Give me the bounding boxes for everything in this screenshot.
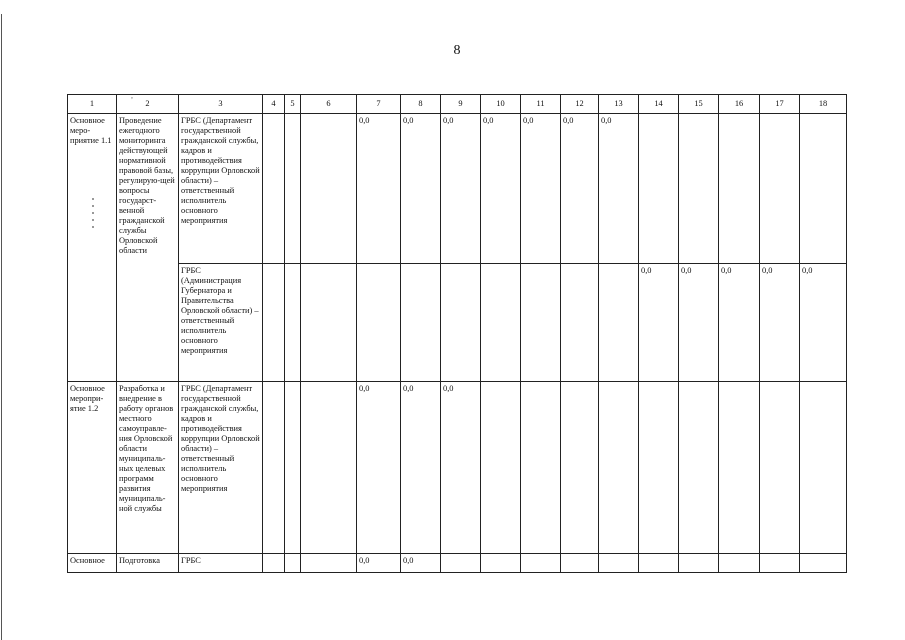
value-cell (263, 114, 285, 264)
value-cell (521, 554, 561, 573)
value-cell (285, 382, 301, 554)
value-cell: 0,0 (357, 382, 401, 554)
value-cell: 0,0 (441, 114, 481, 264)
value-cell (481, 554, 521, 573)
value-cell (521, 264, 561, 382)
value-cell: 0,0 (401, 554, 441, 573)
value-cell: 0,0 (441, 382, 481, 554)
value-cell (301, 114, 357, 264)
value-cell (760, 382, 800, 554)
value-cell (639, 554, 679, 573)
value-cell (481, 382, 521, 554)
value-cell: 0,0 (719, 264, 760, 382)
value-cell (599, 554, 639, 573)
value-cell (561, 264, 599, 382)
value-cell (441, 264, 481, 382)
value-cell (285, 554, 301, 573)
column-header: 10 (481, 95, 521, 114)
value-cell (285, 264, 301, 382)
value-cell: 0,0 (401, 114, 441, 264)
column-header: 8 (401, 95, 441, 114)
value-cell: 0,0 (760, 264, 800, 382)
column-header: 3 (179, 95, 263, 114)
value-cell: 0,0 (521, 114, 561, 264)
value-cell (263, 554, 285, 573)
executor-cell: ГРБС (Департамент государственной гражданской службы, кадров и противодействия коррупции Орловской области) – ответственный исполнитель основного мероприятия (179, 382, 263, 554)
activity-code-cell: Основное меро-приятие 1.1 (68, 114, 117, 382)
column-header: 11 (521, 95, 561, 114)
value-cell (760, 554, 800, 573)
value-cell: 0,0 (357, 554, 401, 573)
column-header: 9 (441, 95, 481, 114)
column-header: 1 (68, 95, 117, 114)
value-cell (639, 382, 679, 554)
value-cell (301, 554, 357, 573)
value-cell (481, 264, 521, 382)
value-cell (263, 382, 285, 554)
value-cell (561, 382, 599, 554)
value-cell (639, 114, 679, 264)
value-cell (561, 554, 599, 573)
value-cell: 0,0 (800, 264, 847, 382)
activity-description-cell: Проведение ежегодного мониторинга действующей нормативной правовой базы, регулирую-щей вопросы государст-венной гражданской службы Орловской области (117, 114, 179, 382)
column-header: 16 (719, 95, 760, 114)
column-header: 13 (599, 95, 639, 114)
value-cell (800, 382, 847, 554)
value-cell: 0,0 (357, 114, 401, 264)
executor-cell: ГРБС (Администрация Губернатора и Правительства Орловской области) – ответственный исполнитель основного мероприятия (179, 264, 263, 382)
value-cell (719, 114, 760, 264)
value-cell: 0,0 (679, 264, 719, 382)
value-cell (719, 554, 760, 573)
column-header: 14 (639, 95, 679, 114)
value-cell: 0,0 (481, 114, 521, 264)
value-cell (760, 114, 800, 264)
column-header: 2 (117, 95, 179, 114)
table-row (68, 382, 847, 554)
value-cell (719, 382, 760, 554)
value-cell: 0,0 (561, 114, 599, 264)
activity-code-cell: Основное (68, 554, 117, 573)
value-cell: 0,0 (639, 264, 679, 382)
value-cell (679, 554, 719, 573)
value-cell (679, 382, 719, 554)
value-cell (800, 114, 847, 264)
executor-cell: ГРБС (Департамент государственной гражданской службы, кадров и противодействия коррупции Орловской области) – ответственный исполнитель основного мероприятия (179, 114, 263, 264)
activity-code-cell: Основное меропри-ятие 1.2 (68, 382, 117, 554)
value-cell (401, 264, 441, 382)
column-header: 12 (561, 95, 599, 114)
column-header: 4 (263, 95, 285, 114)
value-cell: 0,0 (401, 382, 441, 554)
page-edge-line (1, 14, 2, 640)
value-cell (521, 382, 561, 554)
scan-mark: , (131, 91, 133, 100)
table-row (68, 554, 847, 573)
column-header: 5 (285, 95, 301, 114)
activity-description-cell: Подготовка (117, 554, 179, 573)
column-header: 15 (679, 95, 719, 114)
value-cell: 0,0 (599, 114, 639, 264)
value-cell (441, 554, 481, 573)
table-row (68, 114, 847, 264)
table-header-row (68, 95, 847, 114)
value-cell (679, 114, 719, 264)
value-cell (285, 114, 301, 264)
column-header: 6 (301, 95, 357, 114)
value-cell (599, 382, 639, 554)
value-cell (357, 264, 401, 382)
value-cell (263, 264, 285, 382)
value-cell (599, 264, 639, 382)
executor-cell: ГРБС (179, 554, 263, 573)
table-row (68, 264, 847, 382)
value-cell (301, 382, 357, 554)
column-header: 7 (357, 95, 401, 114)
program-table (67, 94, 847, 573)
activity-description-cell: Разработка и внедрение в работу органов местного самоуправле-ния Орловской области муниципаль-ных целевых программ развития муниципаль-ной службы (117, 382, 179, 554)
column-header: 17 (760, 95, 800, 114)
value-cell (800, 554, 847, 573)
column-header: 18 (800, 95, 847, 114)
value-cell (301, 264, 357, 382)
page-number: 8 (453, 43, 461, 58)
